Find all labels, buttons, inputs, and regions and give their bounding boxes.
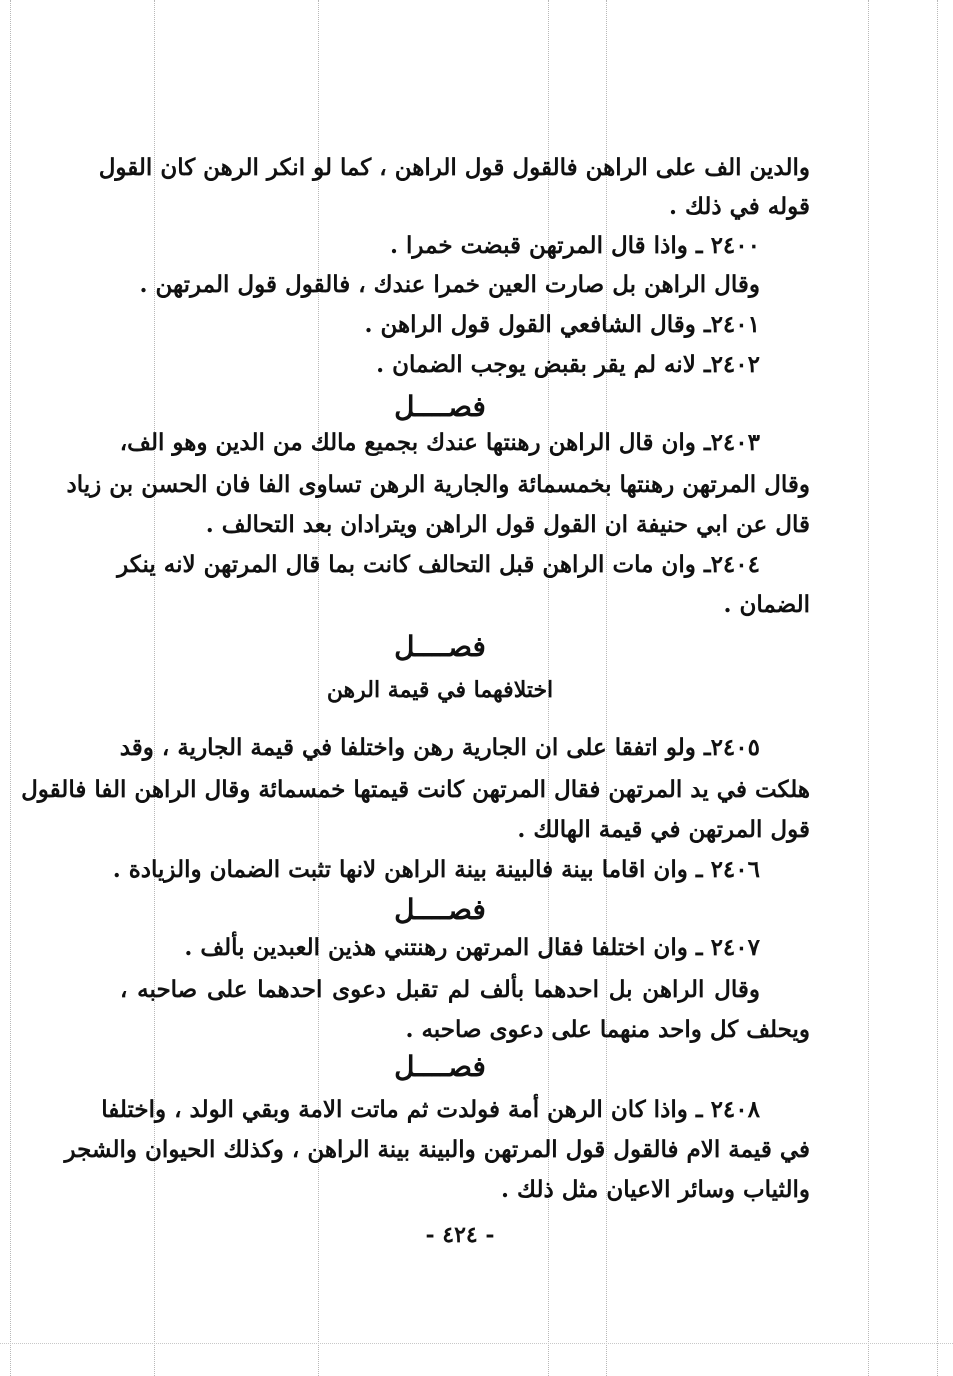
text-line: ٢٤٠١ـ وقال الشافعي القول قول الراهن . <box>364 311 760 338</box>
text-line: ٢٤٠٦ ـ وان اقاما بينة فالبينة بينة الراهن لانها تثبت الضمان والزيادة . <box>112 856 760 883</box>
section-heading: فصــــل <box>394 630 486 663</box>
text-line: ٢٤٠٢ـ لانه لم يقر بقبض يوجب الضمان . <box>376 351 760 378</box>
page-number: - ٤٢٤ - <box>425 1222 495 1248</box>
text-line: ٢٤٠٤ـ وان مات الراهن قبل التحالف كانت بما قال المرتهن لانه ينكر <box>117 551 760 578</box>
text-line: والدين الف على الراهن فالقول قول الراهن ، كما لو انكر الرهن كان القول <box>98 154 810 181</box>
section-heading: فصــــل <box>394 1050 486 1083</box>
text-line: قال عن ابي حنيفة ان القول قول الراهن ويترادان بعد التحالف . <box>205 511 810 538</box>
text-line: قوله في ذلك . <box>668 193 810 220</box>
text-line: ٢٤٠٣ـ وان قال الراهن رهنتها عندك بجميع مالك من الدين وهو الف، <box>119 429 760 456</box>
text-line: هلكت في يد المرتهن فقال المرتهن كانت قيمتها خمسمائة وقال الراهن الفا فالقول <box>21 776 810 803</box>
text-line: ٢٤٠٧ ـ وان اختلفا فقال المرتهن رهنتني هذين العبدين بألف . <box>184 934 760 961</box>
text-line: وقال الراهن بل احدهما بألف لم تقبل دعوى احدهما على صاحبه ، <box>120 976 760 1003</box>
scan-artifact-line <box>937 0 938 1376</box>
section-heading: فصــــل <box>394 390 486 423</box>
text-line: الضمان . <box>723 591 810 618</box>
text-line: في قيمة الام فالقول قول المرتهن والبينة بينة الراهن ، وكذلك الحيوان والشجر <box>64 1136 810 1163</box>
text-line: وقال الراهن بل صارت العين خمرا عندك ، فالقول قول المرتهن . <box>139 271 760 298</box>
text-line: قول المرتهن في قيمة الهالك . <box>517 816 810 843</box>
text-line: والثياب وسائر الاعيان مثل ذلك . <box>501 1176 810 1203</box>
section-heading: فصــــل <box>394 893 486 926</box>
text-line: ويحلف كل واحد منهما على دعوى صاحبه . <box>405 1016 810 1043</box>
scan-artifact-line <box>10 0 11 1376</box>
text-line: ٢٤٠٨ ـ واذا كان الرهن أمة فولدت ثم ماتت الامة وبقي الولد ، واختلفا <box>101 1096 760 1123</box>
section-subheading: اختلافهما في قيمة الرهن <box>326 677 554 703</box>
scan-artifact-line <box>0 1343 953 1344</box>
text-line: وقال المرتهن رهنتها بخمسمائة والجارية الرهن تساوى الفا فان الحسن بن زياد <box>66 471 810 498</box>
text-line: ٢٤٠٠ ـ واذا قال المرتهن قبضت خمرا . <box>389 232 760 259</box>
scan-artifact-line <box>868 0 869 1376</box>
text-line: ٢٤٠٥ـ ولو اتفقا على ان الجارية رهن واختلفا في قيمة الجارية ، وقد <box>119 734 760 761</box>
